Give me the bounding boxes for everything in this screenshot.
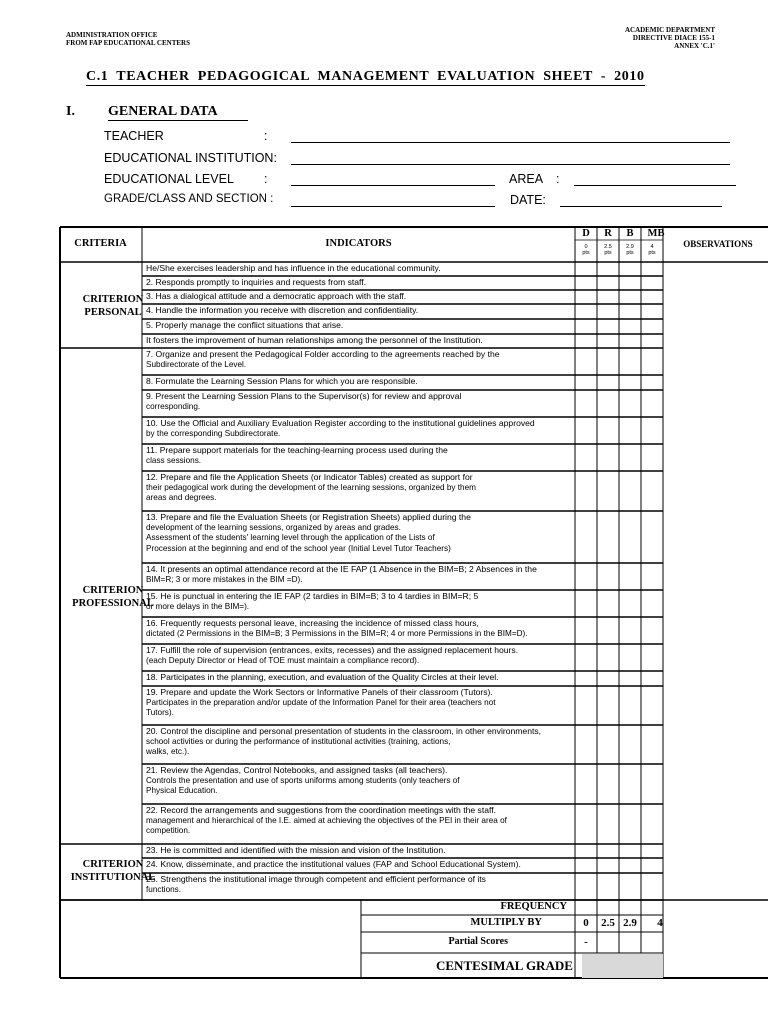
section-number: I. [66,104,75,119]
indicator-text: Assessment of the students' learning level through the application of the Lists of [146,533,435,542]
indicator-text: 14. It presents an optimal attendance record at the IE FAP (1 Absence in the BIM=B; 2 Absences in the [146,564,537,574]
teacher-label: TEACHER [104,129,164,143]
indicator-text: areas and degrees. [146,493,217,502]
rating-mb-label: MB [647,228,665,239]
indicator-row-19 [146,687,496,719]
page-title: C.1 TEACHER PEDAGOGICAL MANAGEMENT EVALUATION SHEET - 2010 [86,69,645,84]
indicator-text: 3. Has a dialogical attitude and a democratic approach with the staff. [146,291,407,301]
indicators-header: INDICATORS [325,238,392,249]
rating-b-points: 2.9 pts [626,244,634,256]
indicator-row-1 [146,263,441,274]
centesimal-grade-cell[interactable] [582,954,663,978]
indicator-row-6 [146,335,483,346]
header-left-line1: ADMINISTRATION OFFICE [66,31,158,39]
indicator-text: Procession at the beginning and end of the school year (Initial Level Tutor Teachers) [146,543,451,553]
indicator-text: by the corresponding Subdirectorate. [146,428,281,438]
indicator-text: Physical Education. [146,786,218,795]
grade-label: GRADE/CLASS AND SECTION : [104,193,274,205]
header-right-line2: DIRECTIVE DIACE 155-1 [632,34,715,42]
indicator-text: 17. Fulfill the role of supervision (entrances, exits, recesses) and the assigned replacement hours. [146,645,519,655]
indicator-row-11 [146,445,448,466]
criterion-institutional: CRITERION INSTITUTIONAL [70,859,156,883]
indicator-text: 8. Formulate the Learning Session Plans for which you are responsible. [146,376,418,386]
header-right-line1: ACADEMIC DEPARTMENT [624,26,715,34]
indicator-text: 13. Prepare and file the Evaluation Sheets (or Registration Sheets) applied during the [146,512,471,522]
indicator-row-14 [146,564,537,585]
area-label: AREA [509,172,544,186]
indicator-text: functions. [146,884,182,894]
indicator-text: 19. Prepare and update the Work Sectors or Informative Panels of their classroom (Tutors). [146,687,493,697]
teacher-colon: : [264,129,268,143]
indicator-text: 9. Present the Learning Session Plans to the Supervisor(s) for review and approval [146,391,462,401]
indicator-text: 12. Prepare and file the Application Sheets (or Indicator Tables) created as support for [146,472,473,482]
section-title: GENERAL DATA [108,104,248,121]
rating-d-label: D [582,228,590,239]
partial-scores-label: Partial Scores [448,936,508,947]
observations-header: OBSERVATIONS [683,239,753,249]
multiplier-b: 2.9 [623,917,637,929]
indicator-row-17 [146,645,518,666]
indicator-row-25 [146,874,486,895]
indicator-text: 4. Handle the information you receive with discretion and confidentiality. [146,305,419,315]
rating-r-label: R [604,228,612,239]
centesimal-grade-label: CENTESIMAL GRADE [436,958,573,973]
indicator-text: corresponding. [146,401,201,411]
header-right-line3: ANNEX 'C.1' [674,42,715,50]
indicator-row-16 [146,618,528,639]
indicator-row-3 [146,291,406,302]
indicator-row-15 [146,591,478,612]
indicator-text: 16. Frequently requests personal leave, increasing the incidence of missed class hours, [146,618,479,628]
indicator-text: 20. Control the discipline and personal presentation of students in the classroom, in other environments, [146,726,542,736]
indicator-text: BIM=R; 3 or more mistakes in the BIM =D). [146,574,303,584]
indicator-text: 23. He is committed and identified with the mission and vision of the Institution. [146,845,446,855]
indicator-text: Participates in the preparation and/or update of the Information Panel for their area (teachers not [146,697,496,707]
criterion-personal: CRITERION PERSONAL [82,294,144,318]
header-left-line2: FROM FAP EDUCATIONAL CENTERS [66,39,191,47]
indicator-text: Tutors). [146,708,174,717]
indicator-text: 10. Use the Official and Auxiliary Evaluation Register according to the institutional guidelines approved [146,418,535,428]
indicator-row-4 [146,305,418,316]
area-colon: : [556,172,560,186]
rating-mb-points: 4 pts [648,244,656,256]
indicator-row-8 [146,376,418,387]
indicator-text: 24. Know, disseminate, and practice the institutional values (FAP and School Educational System). [146,859,521,869]
rating-b-label: B [626,228,634,239]
level-label: EDUCATIONAL LEVEL [104,172,234,186]
multiplier-d: 0 [583,917,589,929]
indicator-text: competition. [146,826,191,835]
indicator-row-22 [146,805,507,837]
indicator-text: 22. Record the arrangements and suggestions from the coordination meetings with the staff. [146,805,496,815]
partial-score-value: - [584,936,588,948]
multiplier-r: 2.5 [601,917,615,929]
indicator-text: development of the learning sessions, organized by areas and grades. [146,522,401,532]
indicator-row-9 [146,391,461,412]
indicator-row-7 [146,349,500,370]
indicator-text: management and hierarchical of the I.E. aimed at achieving the objectives of the PEI in their area of [146,815,507,825]
rating-r-points: 2.5 pts [604,244,612,256]
indicator-row-12 [146,472,476,504]
indicator-text: school activities or during the performance of institutional activities (training, actions, [146,736,451,746]
indicator-text: He/She exercises leadership and has influence in the educational community. [146,263,441,273]
indicator-text: 18. Participates in the planning, execution, and evaluation of the Quality Circles at their level. [146,672,499,682]
indicator-text: 25. Strengthens the institutional image through competent and efficient performance of its [146,874,486,884]
indicator-text: 5. Properly manage the conflict situations that arise. [146,320,344,330]
indicator-text: or more delays in the BIM=). [146,601,250,611]
indicator-text: (each Deputy Director or Head of TOE must maintain a compliance record). [146,655,420,665]
indicator-row-21 [146,765,460,797]
indicator-text: walks, etc.). [146,747,190,756]
indicator-text: Subdirectorate of the Level. [146,359,247,369]
indicator-text: Controls the presentation and use of sports uniforms among students (only teachers of [146,775,460,785]
date-label: DATE: [510,193,546,207]
indicator-row-2 [146,277,366,288]
indicator-row-18 [146,672,499,683]
indicator-row-10 [146,418,535,439]
indicator-text: their pedagogical work during the development of the learning sessions, organized by them [146,482,476,492]
indicator-row-20 [146,726,541,758]
rating-d-points: 0 pts [582,244,590,256]
indicator-row-5 [146,320,343,331]
indicator-text: 11. Prepare support materials for the teaching-learning process used during the [146,445,448,455]
indicator-text: 2. Responds promptly to inquiries and requests from staff. [146,277,367,287]
indicator-row-23 [146,845,446,856]
level-colon: : [264,172,268,186]
criteria-header: CRITERIA [74,238,127,249]
criterion-professional: CRITERION PROFESSIONAL [72,585,154,609]
indicator-text: 21. Review the Agendas, Control Notebooks, and assigned tasks (all teachers). [146,765,448,775]
indicator-text: 7. Organize and present the Pedagogical Folder according to the agreements reached by the [146,349,500,359]
indicator-row-13 [146,512,471,554]
indicator-text: 15. He is punctual in entering the IE FAP (2 tardies in BIM=B; 3 to 4 tardies in BIM=R; 5 [146,591,479,601]
frequency-label: FREQUENCY [500,901,567,912]
indicator-text: It fosters the improvement of human relationships among the personnel of the Institution. [146,335,483,345]
indicator-text: class sessions. [146,455,202,465]
institution-label: EDUCATIONAL INSTITUTION: [104,151,277,165]
indicator-text: dictated (2 Permissions in the BIM=B; 3 Permissions in the BIM=R; 4 or more Permissions in the BIM=D). [146,628,528,638]
indicator-row-24 [146,859,521,870]
multiply-by-label: MULTIPLY BY [470,917,542,928]
multiplier-mb: 4 [657,917,663,929]
